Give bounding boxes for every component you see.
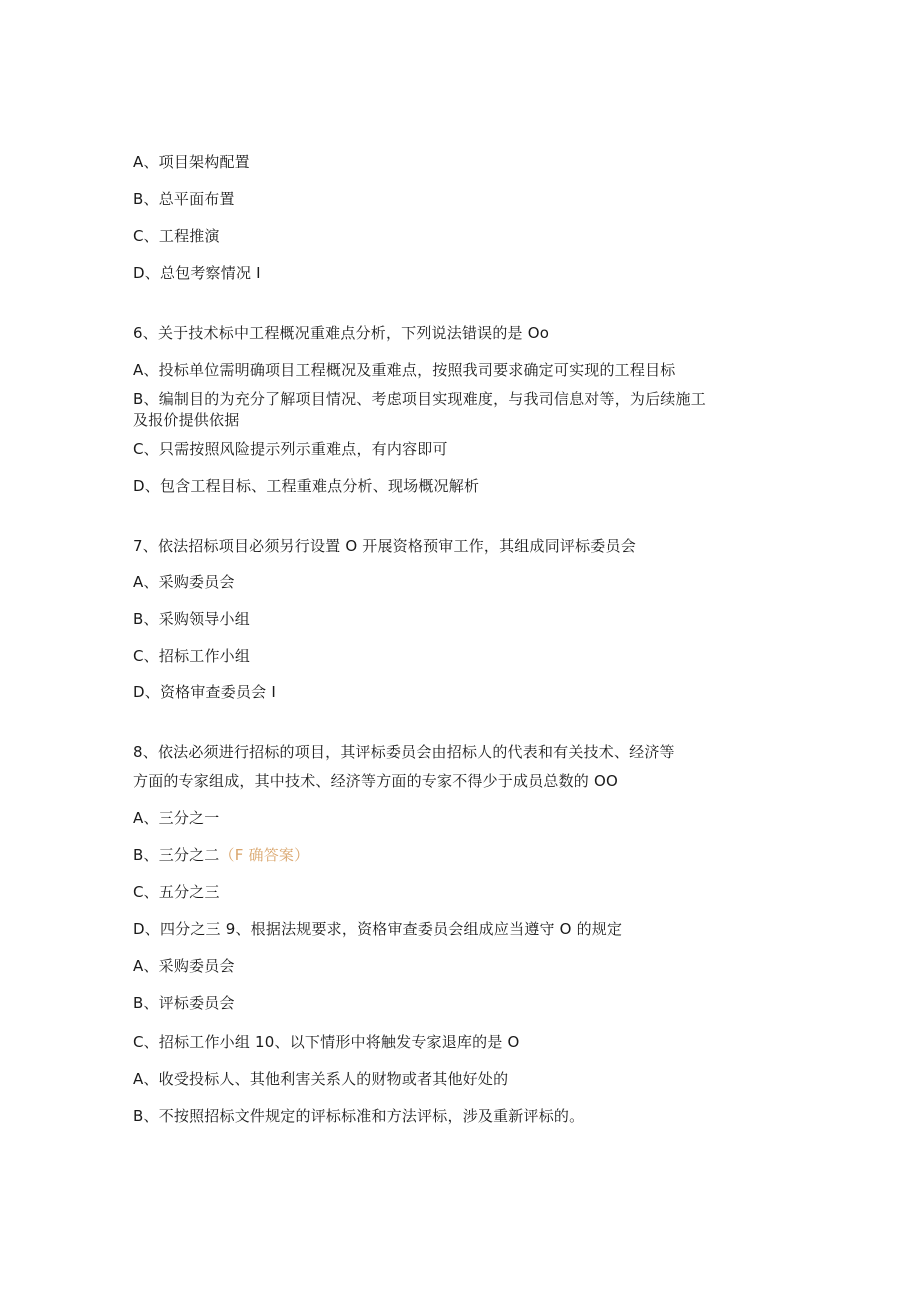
option-a: A、收受投标人、其他利害关系人的财物或者其他好处的 [133, 1070, 509, 1088]
option-d: D、总包考察情况 I [133, 264, 261, 282]
option-d: D、包含工程目标、工程重难点分析、现场概况解析 [133, 477, 480, 495]
answer-note: （F 确答案） [219, 846, 310, 864]
question-8: 8、依法必须进行招标的项目，其评标委员会由招标人的代表和有关技术、经济等 [133, 743, 675, 761]
option-a: A、投标单位需明确项目工程概况及重难点，按照我司要求确定可实现的工程目标 [133, 361, 676, 379]
option-b: B、评标委员会 [133, 994, 235, 1012]
option-c: C、招标工作小组 [133, 647, 251, 665]
option-b: B、采购领导小组 [133, 610, 250, 628]
option-b-text: B、三分之二 [133, 846, 220, 864]
option-b: B、编制目的为充分了解项目情况、考虑项目实现难度，与我司信息对等，为后续施工 [133, 390, 706, 408]
option-c-and-question-10: C、招标工作小组 10、以下情形中将触发专家退库的是 O [133, 1033, 520, 1051]
question-7: 7、依法招标项目必须另行设置 O 开展资格预审工作，其组成同评标委员会 [133, 537, 636, 555]
option-c: C、五分之三 [133, 883, 220, 901]
option-b: B、总平面布置 [133, 190, 235, 208]
question-6: 6、关于技术标中工程概况重难点分析，下列说法错误的是 Oo [133, 324, 550, 342]
option-a: A、项目架构配置 [133, 153, 250, 171]
option-b-continued: 及报价提供依据 [133, 411, 240, 429]
option-a: A、三分之一 [133, 809, 220, 827]
question-8-continued: 方面的专家组成，其中技术、经济等方面的专家不得少于成员总数的 OO [133, 772, 618, 790]
option-a: A、采购委员会 [133, 573, 235, 591]
option-c: C、只需按照风险提示列示重难点，有内容即可 [133, 440, 448, 458]
option-a: A、采购委员会 [133, 957, 235, 975]
option-b [133, 845, 309, 865]
option-d-and-question-9: D、四分之三 9、根据法规要求，资格审查委员会组成应当遵守 O 的规定 [133, 920, 623, 938]
option-d: D、资格审查委员会 I [133, 683, 276, 701]
option-b: B、不按照招标文件规定的评标标准和方法评标，涉及重新评标的。 [133, 1107, 585, 1125]
option-c: C、工程推演 [133, 227, 220, 245]
